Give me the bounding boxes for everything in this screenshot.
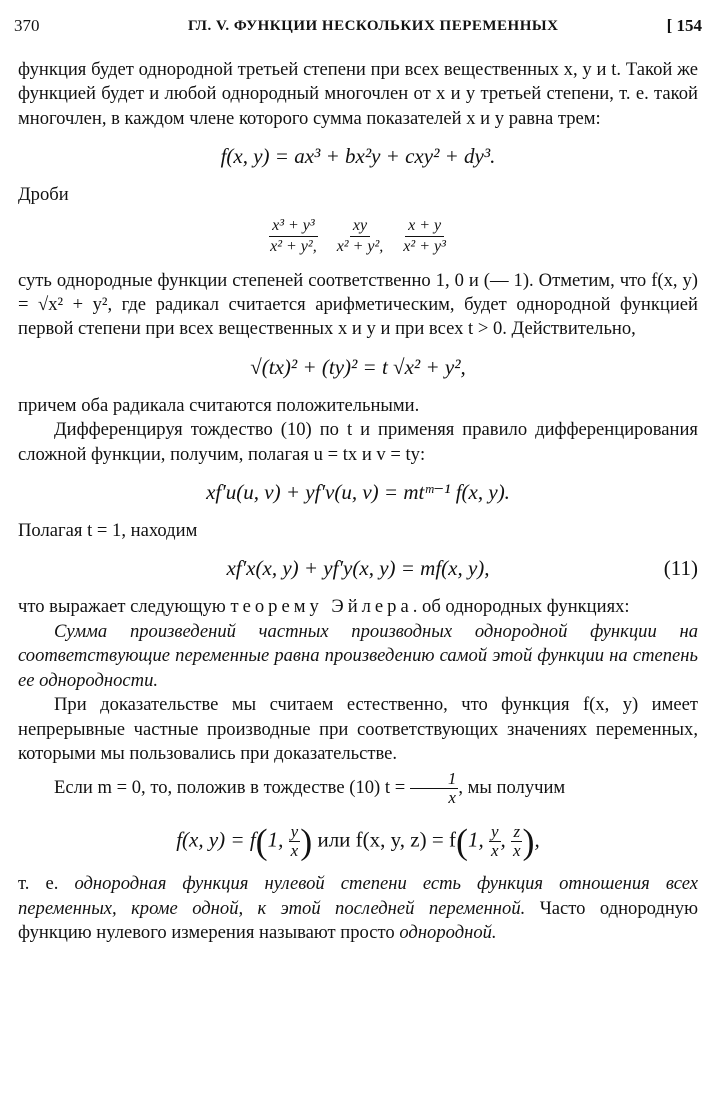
zero-degree-statement: однородная функция нулевой степени есть функция отношения всех переменных, кроме одной, к этой последней переменной. — [18, 873, 698, 919]
x-denominator-b: x — [490, 841, 499, 861]
fraction-3 — [400, 216, 449, 257]
formula-one-b: 1, — [467, 827, 484, 852]
fraction-2 — [334, 216, 387, 257]
formula-zero-mid: или f(x, y, z) = f — [317, 827, 456, 852]
fraction-2-numerator: xy — [350, 216, 370, 237]
paragraph-9-start: Если m = 0, то, положив в тождестве (10) t = — [54, 777, 406, 799]
theorem-statement: Сумма произведений частных производных однородной функции на соответствующие переменные равна произведению самой этой функции на степень ее однородности. — [18, 620, 698, 691]
fraction-1 — [267, 216, 320, 257]
y-over-x-fraction-b — [489, 823, 501, 860]
x-denominator-a: x — [290, 841, 299, 861]
paragraph-5: Дифференцируя тождество (10) по t и применяя правило дифференцирования сложной функции, получим, полагая u = tx и v = ty: — [18, 419, 698, 465]
paragraph-3: суть однородные функции степеней соответственно 1, 0 и (— 1). Отметим, что f(x, y) = √x² + y², где радикал считается арифметическим, будет однородной функцией первой степени при всех вещественных x и y и при всех t > 0. Действительно, — [18, 269, 698, 340]
one-over-x-numerator: 1 — [410, 770, 459, 789]
formula-derivative: xf′u(u, v) + yf′v(u, v) = mtᵐ⁻¹ f(x, y). — [206, 480, 510, 505]
paragraph-6: Полагая t = 1, находим — [18, 520, 198, 542]
page-body — [18, 58, 698, 946]
page-header — [14, 14, 704, 44]
y-numerator-b: y — [490, 822, 499, 842]
paragraph-10-start: т. е. — [18, 873, 59, 895]
running-title: ГЛ. V. ФУНКЦИИ НЕСКОЛЬКИХ ПЕРЕМЕННЫХ — [188, 18, 559, 34]
paragraph-7-end: . об однородных функциях: — [412, 596, 630, 618]
one-over-x-fraction — [410, 770, 459, 807]
paragraph-10 — [18, 872, 698, 945]
fraction-2-denominator: x² + y², — [336, 237, 384, 255]
y-over-x-fraction-a — [289, 823, 301, 860]
paragraph-2: Дроби — [18, 184, 69, 206]
fractions-row — [18, 216, 698, 257]
paragraph-7 — [18, 595, 698, 619]
fraction-3-denominator: x² + y³ — [403, 237, 446, 255]
euler-theorem-term: теорему Эйлера — [230, 596, 413, 618]
page-number: 370 — [14, 16, 40, 35]
equation-number: (11) — [663, 556, 698, 581]
formula-radical: √(tx)² + (ty)² = t √x² + y², — [250, 354, 466, 379]
fraction-3-numerator: x + y — [405, 216, 444, 237]
y-numerator-a: y — [290, 822, 299, 842]
z-numerator: z — [513, 822, 521, 842]
formula-euler — [18, 553, 698, 583]
paragraph-10-end: однородной. — [399, 922, 497, 944]
paragraph-7-start: что выражает следующую — [18, 596, 226, 618]
formula-zero-degree: f(x, y) = f(1, $\frac{y}{x}$ ) или f(x, y, z) = f(1, $\frac{y}{x}$ , $\frac{z}{x}$ ), — [176, 821, 540, 862]
paragraph-9 — [18, 770, 698, 807]
fraction-1-denominator: x² + y², — [270, 237, 317, 255]
formula-polynomial: f(x, y) = ax³ + bx²y + cxy² + dy³. — [220, 144, 496, 169]
formula-euler-text: xf′x(x, y) + yf′y(x, y) = mf(x, y), — [226, 556, 490, 581]
formula-one-a: 1, — [267, 827, 284, 852]
formula-zero-left: f(x, y) = f — [176, 827, 256, 852]
paragraph-4: причем оба радикала считаются положительными. — [18, 394, 420, 416]
z-over-x-fraction — [511, 823, 523, 860]
paragraph-1: функция будет однородной третьей степени при всех вещественных x, y и t. Такой же функцией будет и любой однородный многочлен от x и y третьей степени, т. е. такой многочлен, в каждом члене которого сумма показателей x и y равна трем: — [18, 59, 698, 129]
paragraph-10-mid: Часто однородную функцию нулевого измерения называют просто — [18, 897, 698, 944]
section-number: [ 154 — [666, 16, 702, 35]
fraction-1-numerator: x³ + y³ — [269, 216, 318, 237]
paragraph-9-end: , мы получим — [458, 777, 566, 799]
paragraph-8: При доказательстве мы считаем естественно, что функция f(x, y) имеет непрерывные частные производные при соответствующих значениях переменных, которыми мы пользовались при доказательстве. — [18, 694, 698, 764]
x-denominator-c: x — [513, 841, 521, 861]
one-over-x-denominator: x — [448, 788, 456, 808]
